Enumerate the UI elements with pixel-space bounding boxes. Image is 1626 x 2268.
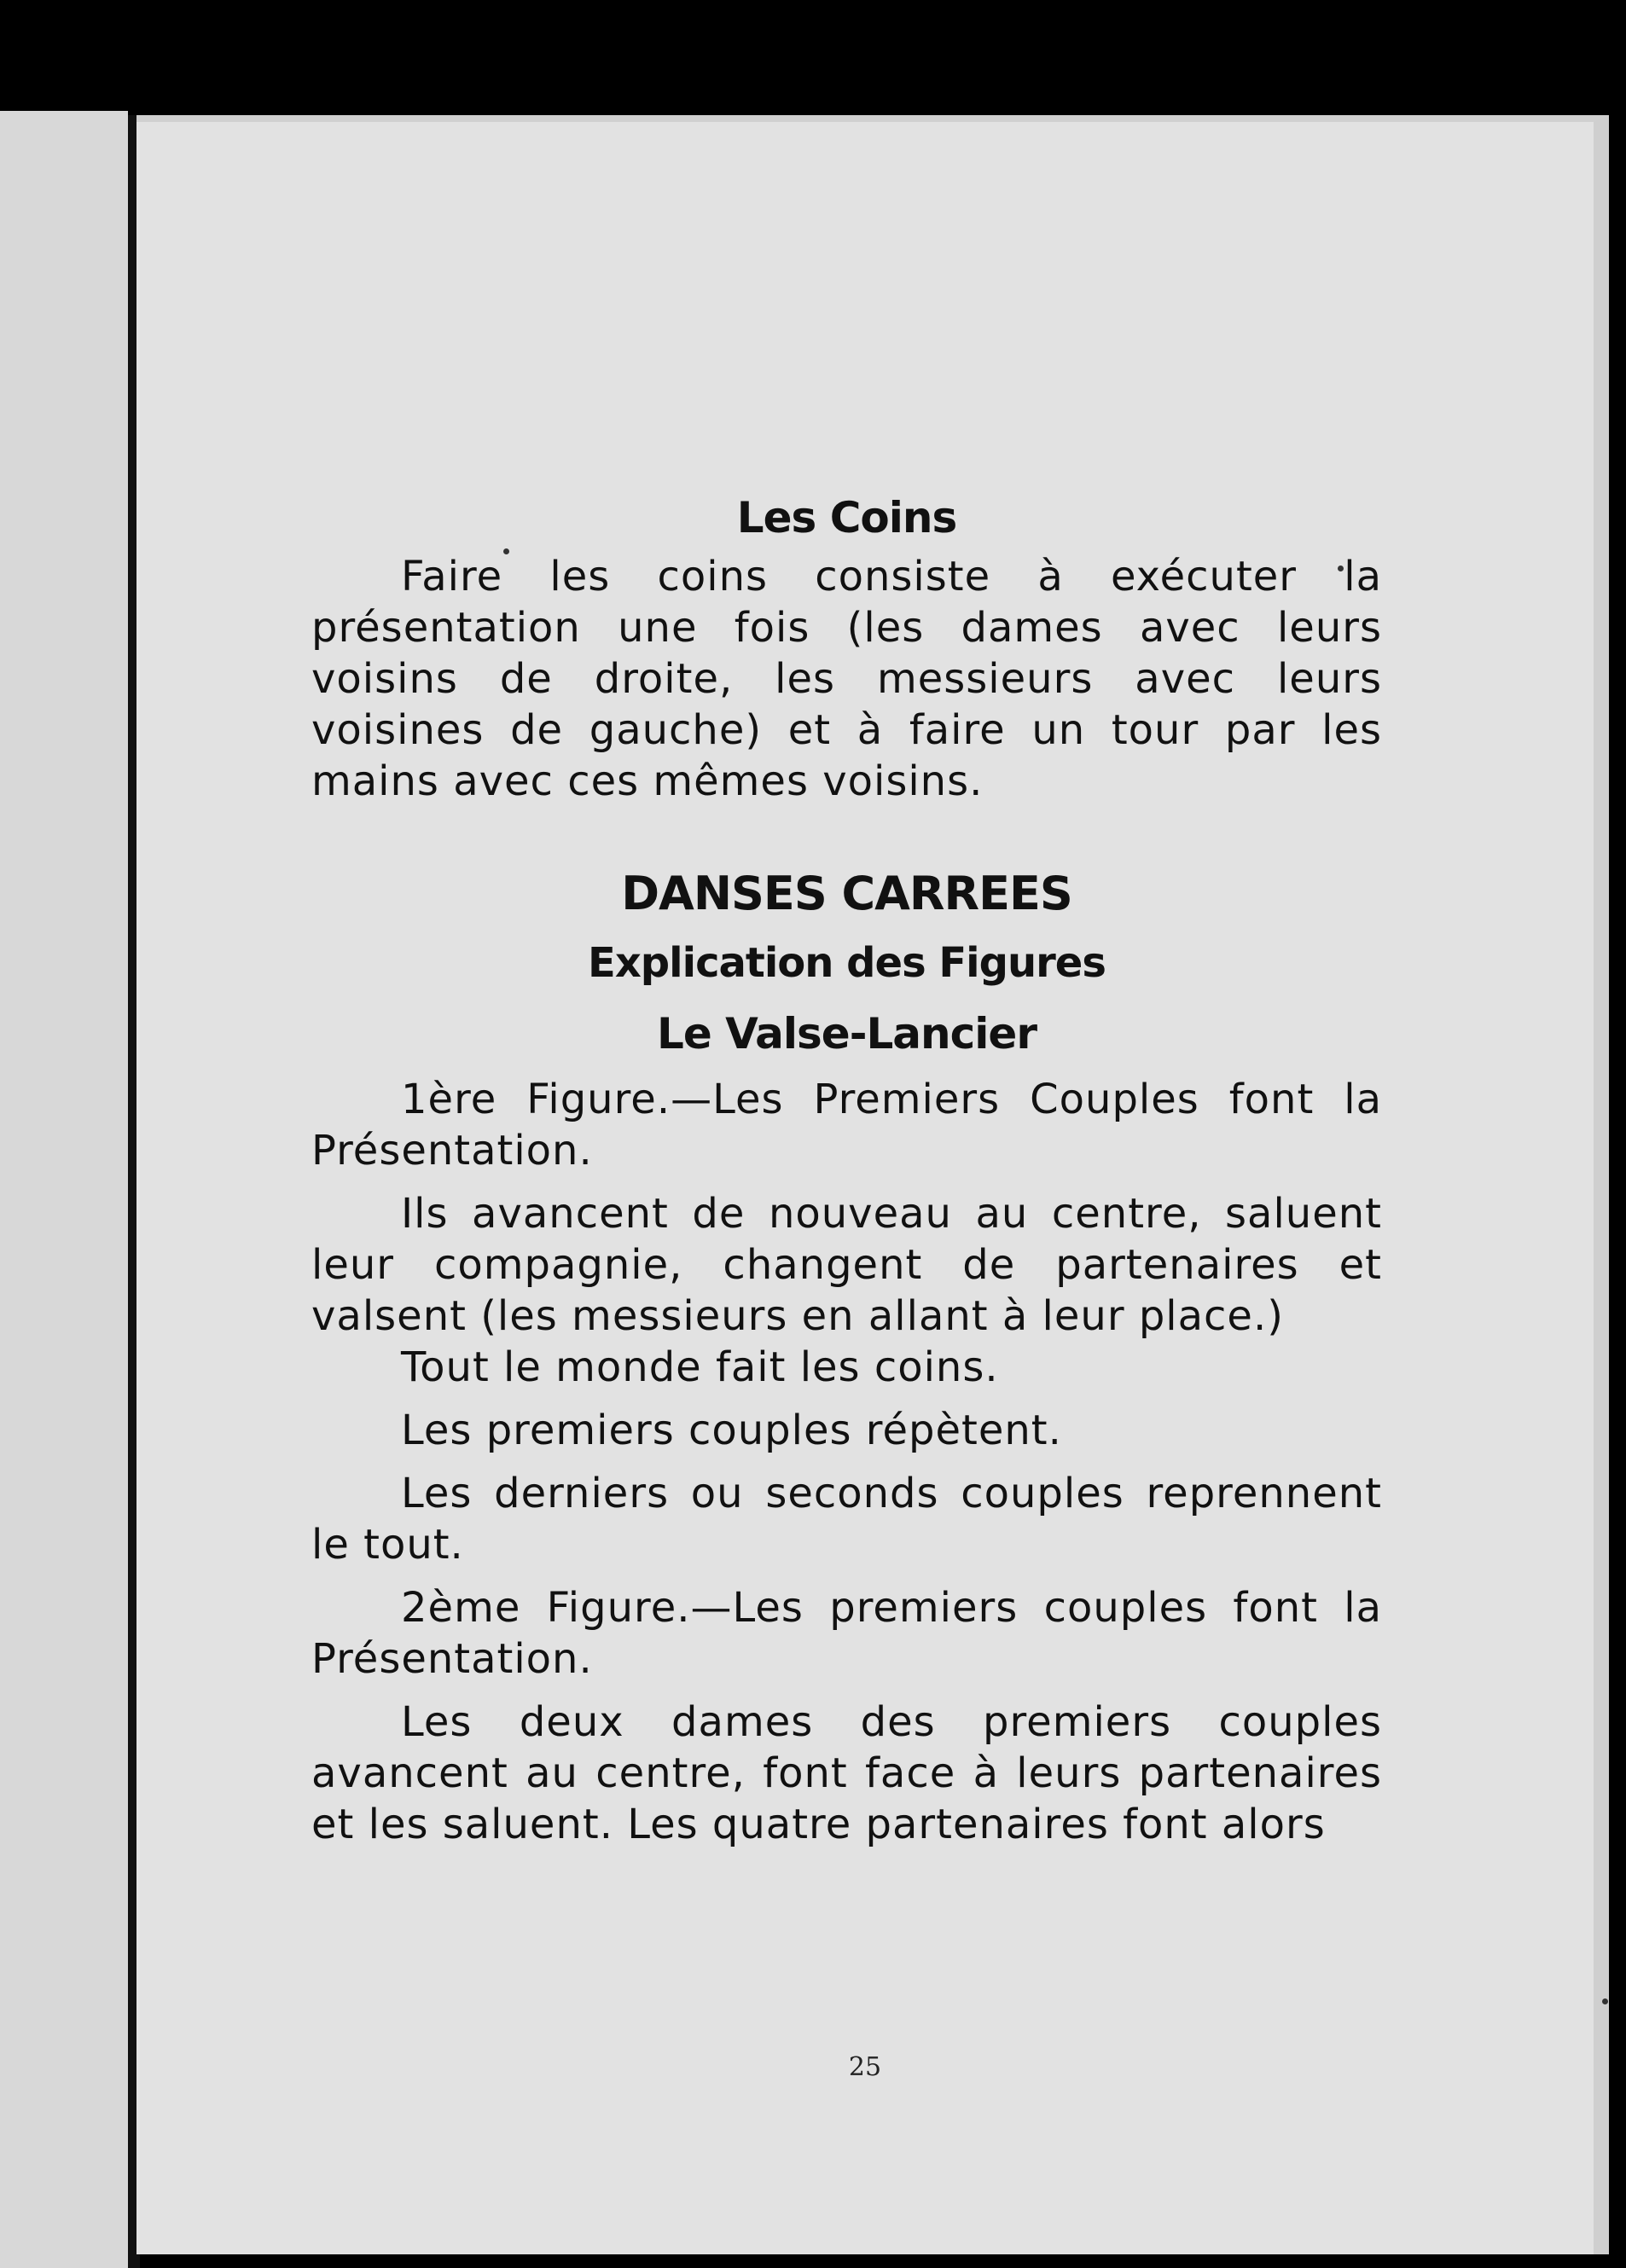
page-number: 25 (848, 2052, 882, 2082)
paragraph: Ils avancent de nouveau au centre, saluent leur compagnie, changent de partenaires et valsent (les messieurs en allant à leur place.) (311, 1190, 1382, 1340)
speck (1602, 1998, 1608, 2004)
book-page (136, 115, 1609, 2254)
paragraph: Tout le monde fait les coins. (401, 1343, 999, 1391)
subtitle-explication: Explication des Figures (588, 939, 1106, 987)
paragraph: Les deux dames des premiers couples avancent au centre, font face à leurs partenaires et les saluent. Les quatre partenaires font alors (311, 1698, 1382, 1848)
previous-page-edge (0, 111, 128, 2268)
paragraph-les-coins: Faire les coins consiste à exécuter la présentation une fois (les dames avec leurs voisins de droite, les messieurs avec leurs voisines de gauche) et à faire un tour par les mains avec ces mêmes voisins. (311, 553, 1382, 805)
section-title-les-coins: Les Coins (736, 493, 957, 542)
section-title-danses-carrees: DANSES CARREES (621, 867, 1072, 920)
paragraph-figure-2: 2ème Figure.—Les premiers couples font la Présentation. (311, 1584, 1382, 1683)
dance-title: Le Valse-Lancier (657, 1009, 1037, 1059)
paragraph: Les derniers ou seconds couples reprennent le tout. (311, 1470, 1382, 1569)
paragraph-figure-1: 1ère Figure.—Les Premiers Couples font la Présentation. (311, 1076, 1382, 1175)
page-content (311, 493, 1382, 1850)
paragraph: Les premiers couples répètent. (401, 1407, 1062, 1454)
